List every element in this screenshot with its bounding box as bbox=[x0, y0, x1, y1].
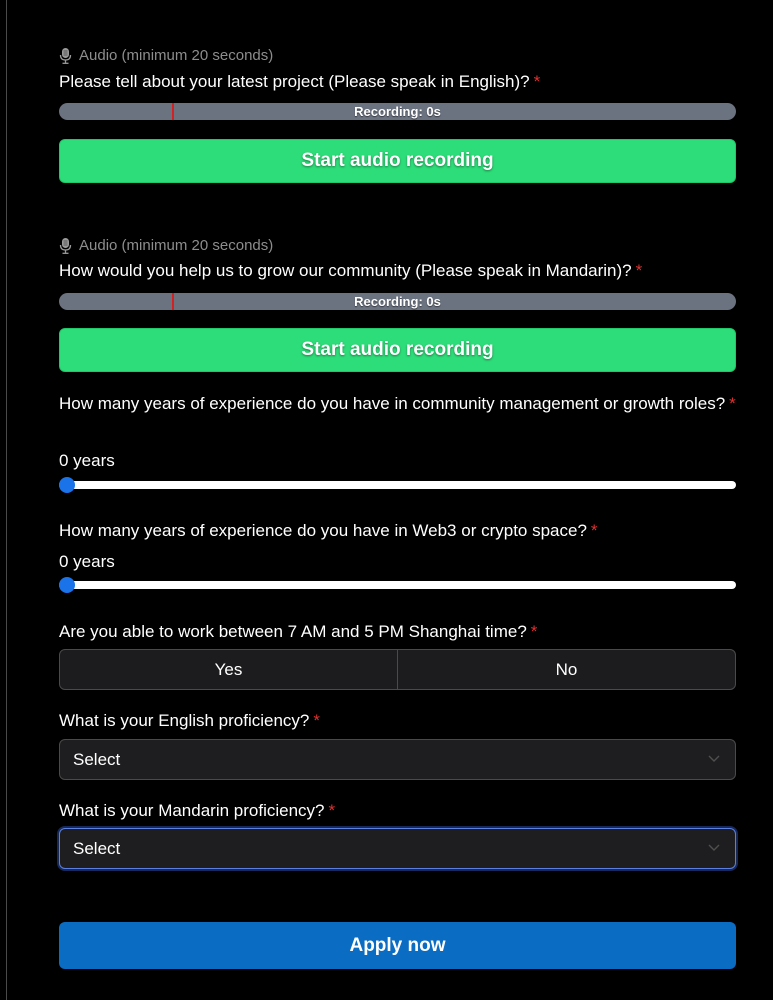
microphone-icon bbox=[59, 48, 73, 64]
required-marker: * bbox=[530, 622, 538, 641]
question-text: How many years of experience do you have in community management or growth roles? bbox=[59, 394, 726, 413]
question-english-proficiency bbox=[59, 708, 736, 734]
audio-hint-text: Audio (minimum 20 seconds) bbox=[79, 47, 274, 64]
question-latest-project bbox=[59, 69, 736, 95]
audio-hint bbox=[59, 47, 273, 64]
question-community-experience bbox=[59, 391, 736, 417]
availability-toggle-group bbox=[59, 649, 736, 690]
question-text: What is your English proficiency? bbox=[59, 711, 310, 730]
question-text: What is your Mandarin proficiency? bbox=[59, 801, 325, 820]
slider-thumb[interactable] bbox=[59, 577, 75, 593]
question-text: Please tell about your latest project (Please speak in English)? bbox=[59, 72, 530, 91]
chevron-down-icon bbox=[707, 842, 721, 854]
select-value: Select bbox=[73, 839, 121, 858]
mandarin-proficiency-select[interactable] bbox=[59, 828, 736, 869]
slider-value-text: 0 years bbox=[59, 552, 115, 571]
chevron-down-icon bbox=[707, 753, 721, 765]
required-marker: * bbox=[635, 261, 643, 280]
question-grow-community bbox=[59, 258, 736, 284]
audio-hint-text: Audio (minimum 20 seconds) bbox=[79, 237, 274, 254]
question-text: How many years of experience do you have in Web3 or crypto space? bbox=[59, 521, 587, 540]
start-audio-recording-button[interactable]: Start audio recording bbox=[59, 328, 736, 372]
select-value: Select bbox=[73, 750, 121, 769]
question-text: How would you help us to grow our community (Please speak in Mandarin)? bbox=[59, 261, 632, 280]
english-proficiency-select[interactable] bbox=[59, 739, 736, 780]
recording-status: Recording: 0s bbox=[354, 104, 441, 119]
yes-option[interactable]: Yes bbox=[214, 660, 243, 679]
required-marker: * bbox=[328, 801, 336, 820]
community-experience-slider[interactable] bbox=[59, 481, 736, 489]
question-web3-experience bbox=[59, 518, 736, 544]
question-text: Are you able to work between 7 AM and 5 PM Shanghai time? bbox=[59, 622, 527, 641]
audio-hint bbox=[59, 237, 273, 254]
recording-progress-bar bbox=[59, 103, 736, 120]
start-audio-recording-button[interactable]: Start audio recording bbox=[59, 139, 736, 183]
recording-progress-bar bbox=[59, 293, 736, 310]
web3-experience-slider[interactable] bbox=[59, 581, 736, 589]
required-marker: * bbox=[590, 521, 598, 540]
required-marker: * bbox=[313, 711, 321, 730]
required-marker: * bbox=[729, 394, 736, 413]
no-option[interactable]: No bbox=[555, 660, 578, 679]
recording-status: Recording: 0s bbox=[354, 294, 441, 309]
question-mandarin-proficiency bbox=[59, 798, 736, 824]
slider-value-text: 0 years bbox=[59, 451, 115, 470]
slider-thumb[interactable] bbox=[59, 477, 75, 493]
apply-now-button[interactable]: Apply now bbox=[59, 922, 736, 969]
required-marker: * bbox=[533, 72, 541, 91]
question-availability bbox=[59, 619, 736, 645]
microphone-icon bbox=[59, 238, 73, 254]
left-divider bbox=[6, 0, 7, 1000]
